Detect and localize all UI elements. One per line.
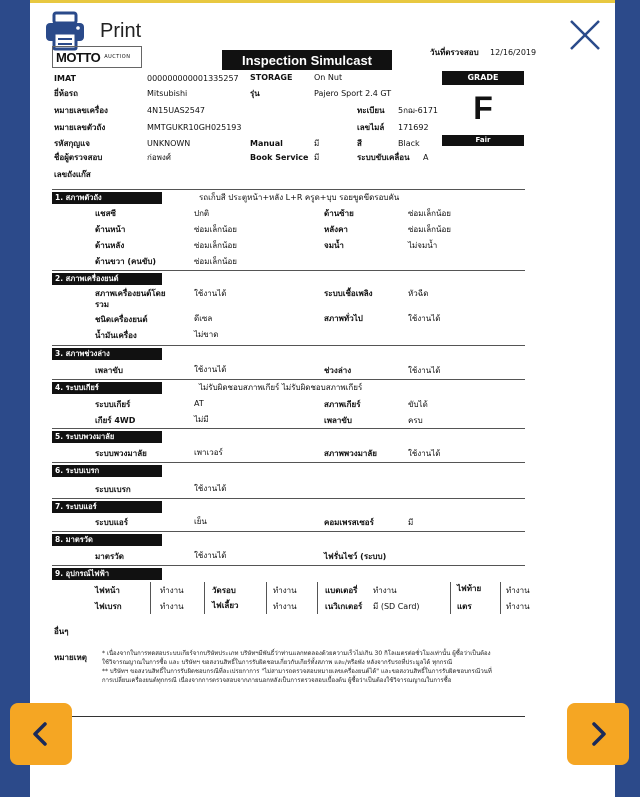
inspector-value: ก่อพงศ์: [147, 153, 171, 162]
body-right-label: ด้านขวา (คนขับ): [95, 257, 157, 266]
grid-line: [204, 582, 205, 614]
print-button[interactable]: [44, 11, 141, 51]
body-left-value: ซ่อมเล็กน้อย: [408, 209, 451, 218]
horn-value: ทำงาน: [506, 602, 530, 611]
keycode-value: UNKNOWN: [147, 139, 191, 148]
color-label: สี: [357, 139, 362, 148]
engine-no-value: 4N15UAS2547: [147, 106, 206, 115]
engine-general-label: สภาพทั่วไป: [324, 314, 363, 323]
engine-fuel-label: ระบบเชื้อเพลิง: [324, 289, 373, 298]
keycode-label: รหัสกุญแจ: [54, 139, 90, 148]
suspension-shaft-label: เพลาขับ: [95, 366, 123, 375]
grid-line: [450, 582, 451, 614]
print-label: Print: [100, 19, 142, 42]
steering-condition-value: ใช้งานได้: [408, 449, 441, 458]
engine-type-label: ชนิดเครื่องยนต์: [95, 315, 148, 324]
brakelight-value: ทำงาน: [160, 602, 184, 611]
grade-description: Fair: [442, 135, 524, 146]
storage-label: STORAGE: [250, 73, 293, 82]
divider: [52, 379, 525, 380]
imat-label: IMAT: [54, 74, 76, 83]
manual-value: มี: [314, 139, 320, 148]
body-rear-label: ด้านหลัง: [95, 241, 125, 250]
steering-condition-label: สภาพพวงมาลัย: [324, 449, 377, 458]
imat-value: 000000000001335257: [147, 74, 239, 83]
other-label: อื่นๆ: [54, 627, 69, 636]
section-gear-title: 4. ระบบเกียร์: [52, 382, 162, 394]
suspension-value: ใช้งานได้: [408, 366, 441, 375]
suspension-shaft-value: ใช้งานได้: [194, 365, 227, 374]
brand-value: Mitsubishi: [147, 89, 188, 98]
plate-label: ทะเบียน: [357, 106, 385, 115]
divider: [52, 498, 525, 499]
gear-axle-label: เพลาขับ: [324, 416, 352, 425]
remark-line-4: การเปลี่ยนเครื่องยนต์ทุกกรณี เนื่องจากการตรวจสอบจากภายนอกหลังเป็นการตรวจสอบเบื้องต้น ผู้ซื้อว่าเป็นต้องใช้วิจารณญาณในการซื้อ: [102, 677, 452, 684]
divider: [52, 270, 525, 271]
grade-value: F: [473, 90, 493, 126]
chevron-right-icon: [585, 721, 611, 747]
brand-label: ยี่ห้อรถ: [54, 89, 78, 98]
divider: [52, 345, 525, 346]
body-roof-value: ซ่อมเล็กน้อย: [408, 225, 451, 234]
body-rear-value: ซ่อมเล็กน้อย: [194, 241, 237, 250]
body-chassis-value: ปกติ: [194, 209, 210, 218]
section-body-title: 1. สภาพตัวถัง: [52, 192, 162, 204]
steering-system-label: ระบบพวงมาลัย: [95, 449, 147, 458]
gear-system-label: ระบบเกียร์: [95, 400, 131, 409]
chevron-left-icon: [28, 721, 54, 747]
gauge-label: มาตรวัด: [95, 552, 124, 561]
section-suspension-title: 3. สภาพช่วงล่าง: [52, 348, 162, 360]
storage-value: On Nut: [314, 73, 343, 82]
suspension-label: ช่วงล่าง: [324, 366, 352, 375]
mileage-value: 171692: [398, 123, 429, 132]
engine-overall-value: ใช้งานได้: [194, 289, 227, 298]
date-value: 12/16/2019: [490, 48, 537, 57]
turn-signal-label: ไฟเลี้ยว: [212, 601, 239, 610]
motto-logo: MOTTO AUCTION: [52, 46, 142, 68]
brake-system-label: ระบบเบรก: [95, 485, 131, 494]
body-right-value: ซ่อมเล็กน้อย: [194, 257, 237, 266]
body-roof-label: หลังคา: [324, 225, 348, 234]
date-label: วันที่ตรวจสอบ: [430, 48, 479, 57]
engine-type-value: ดีเซล: [194, 314, 213, 323]
headlight-value: ทำงาน: [160, 586, 184, 595]
divider: [52, 531, 525, 532]
warning-light-label: ไฟรั่นไชว์ (ระบบ): [324, 552, 387, 561]
grid-line: [500, 582, 501, 614]
drive-system-value: A: [423, 153, 429, 162]
steering-system-value: เพาเวอร์: [194, 448, 223, 457]
book-service-value: มี: [314, 153, 320, 162]
aircon-system-label: ระบบแอร์: [95, 518, 129, 527]
taillight-label: ไฟท้าย: [457, 584, 482, 593]
remark-label: หมายเหตุ: [54, 653, 87, 662]
remark-line-3: ** บริษัทฯ ขอสงวนสิทธิ์ในการรับผิดชอบกรณีที่ละเปรยกาการ "ไม่สามารถตรวจสอบหมายเลขเครื่องยนต์ได้" และขอสงวนสิทธิ์ในการรับผิดชอบกรณีวนที่: [102, 668, 492, 675]
viewer-toolbar: [30, 3, 615, 51]
gauge-value: ใช้งานได้: [194, 551, 227, 560]
grid-line: [317, 582, 318, 614]
model-value: Pajero Sport 2.4 GT: [314, 89, 392, 98]
tachometer-label: วัดรอบ: [212, 586, 236, 595]
brake-system-value: ใช้งานได้: [194, 484, 227, 493]
inspection-sheet: [52, 46, 537, 718]
previous-page-button[interactable]: [10, 703, 72, 765]
section-brake-title: 6. ระบบเบรก: [52, 465, 162, 477]
remark-line-1: * เนื่องจากในการทดสอบระบบเกียร์จากบริษัทประเภท บริษัทฯมีพันธิ์ว่าท่านแลกทดลองด้วยความเร็วไม่เกิน 30 กิโลเมตรต่อชั่วโมงเท่านั้น ผู้ซื้อว่าเป็นต้อง: [102, 650, 491, 657]
section-electrical-title: 9. อุปกรณ์ไฟฟ้า: [52, 568, 162, 580]
taillight-value: ทำงาน: [506, 586, 530, 595]
color-value: Black: [398, 139, 420, 148]
body-flood-value: ไม่จมน้ำ: [408, 241, 438, 250]
divider: [52, 565, 525, 566]
section-body-note: รถเก็บสี ประตูหน้า+หลัง L+R ครูด+บุบ รอยขูดขีดรอบคัน: [199, 193, 400, 202]
plate-value: 5กฌ-6171: [398, 106, 439, 115]
engine-fuel-value: หัวฉีด: [408, 289, 429, 298]
gear-condition-value: ขับได้: [408, 400, 428, 409]
manual-label: Manual: [250, 139, 283, 148]
grid-line: [150, 582, 151, 614]
chassis-no-value: MMTGUKR10GH025193: [147, 123, 242, 132]
footer-rule: [52, 716, 525, 717]
navigator-label: เนวิเกเตอร์: [325, 602, 363, 611]
aircon-compressor-value: มี: [408, 518, 414, 527]
gear-4wd-value: ไม่มี: [194, 415, 209, 424]
section-aircon-title: 7. ระบบแอร์: [52, 501, 162, 513]
body-flood-label: จมน้ำ: [324, 241, 344, 250]
engine-oil-value: ไม่ขาด: [194, 330, 219, 339]
aircon-compressor-label: คอมเพรสเซอร์: [324, 518, 374, 527]
engine-overall-label-2: รวม: [95, 300, 110, 309]
sheet-title: Inspection Simulcast: [222, 50, 392, 70]
divider: [52, 189, 525, 190]
remark-line-2: ใช้วิจารณญาณในการซื้อ และ บริษัทฯ ขอสงวนสิทธิ์ในการรับผิดชอบเกี่ยวกับเกียร์ทั้งสภาพ และ/หรือพัง หลังจากรับรถที่ประมูลได้ ทุกกรณี: [102, 659, 453, 666]
battery-value: ทำงาน: [373, 586, 397, 595]
turn-signal-value: ทำงาน: [273, 602, 297, 611]
gear-4wd-label: เกียร์ 4WD: [95, 416, 136, 425]
grade-label: GRADE: [442, 71, 524, 85]
engine-general-value: ใช้งานได้: [408, 314, 441, 323]
headlight-label: ไฟหน้า: [95, 586, 120, 595]
section-engine-title: 2. สภาพเครื่องยนต์: [52, 273, 162, 285]
model-label: รุ่น: [250, 89, 260, 98]
gear-condition-label: สภาพเกียร์: [324, 400, 361, 409]
engine-overall-label: สภาพเครื่องยนต์โดย: [95, 289, 166, 298]
body-front-value: ซ่อมเล็กน้อย: [194, 225, 237, 234]
close-icon: [567, 17, 603, 53]
divider: [52, 462, 525, 463]
section-gauge-title: 8. มาตรวัด: [52, 534, 162, 546]
body-front-label: ด้านหน้า: [95, 225, 126, 234]
tachometer-value: ทำงาน: [273, 586, 297, 595]
gear-note: ไม่รับผิดชอบสภาพเกียร์ ไม่รับผิดชอบสภาพเกียร์: [199, 383, 363, 392]
horn-label: แตร: [457, 602, 472, 611]
section-steering-title: 5. ระบบพวงมาลัย: [52, 431, 162, 443]
grid-line: [266, 582, 267, 614]
drive-system-label: ระบบขับเคลื่อน: [357, 153, 410, 162]
body-chassis-label: แชสซี: [95, 209, 116, 218]
printer-icon: [44, 11, 86, 51]
battery-label: แบตเตอรี่: [325, 586, 358, 595]
aircon-system-value: เย็น: [194, 517, 207, 526]
navigator-value: มี (SD Card): [373, 602, 420, 611]
brakelight-label: ไฟเบรก: [95, 602, 122, 611]
engine-no-label: หมายเลขเครื่อง: [54, 106, 108, 115]
mileage-label: เลขไมล์: [357, 123, 385, 132]
inspector-label: ชื่อผู้ตรวจสอบ: [54, 153, 103, 162]
body-left-label: ด้านซ้าย: [324, 209, 354, 218]
engine-oil-label: น้ำมันเครื่อง: [95, 331, 137, 340]
divider: [52, 428, 525, 429]
chassis-no-label: หมายเลขตัวถัง: [54, 123, 106, 132]
next-page-button[interactable]: [567, 703, 629, 765]
gear-system-value: AT: [194, 399, 204, 408]
gas-tank-label: เลขถังแก๊ส: [54, 170, 91, 179]
book-service-label: Book Service: [250, 153, 309, 162]
gear-axle-value: ครบ: [408, 416, 423, 425]
close-button[interactable]: [567, 17, 603, 53]
